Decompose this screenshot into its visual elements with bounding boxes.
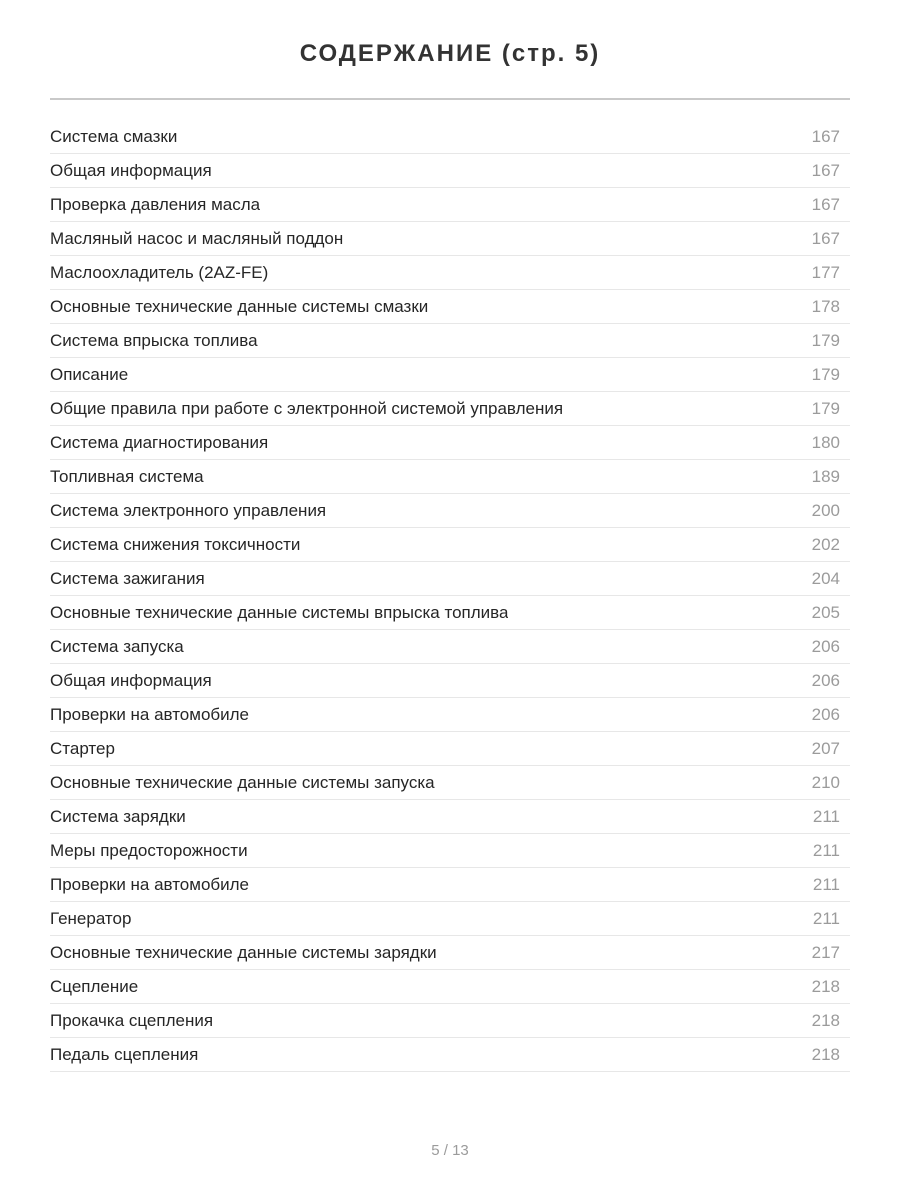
toc-entry-label: Масляный насос и масляный поддон [50,228,344,248]
toc-entry-label: Общая информация [50,160,212,180]
toc-entry[interactable] [50,256,850,290]
toc-entry-page-number: 218 [811,1044,840,1064]
toc-entry-label: Проверка давления масла [50,194,261,214]
toc-entry-page-number: 167 [811,194,840,214]
toc-entry-label: Система диагностирования [50,432,269,452]
toc-entry-label: Проверки на автомобиле [50,704,250,724]
toc-entry[interactable] [50,936,850,970]
toc-entry-label: Система смазки [50,126,178,146]
toc-entry[interactable] [50,630,850,664]
toc-entry[interactable] [50,120,850,154]
toc-entry-page-number: 211 [812,874,840,894]
toc-entry-label: Система снижения токсичности [50,534,301,554]
toc-entry-label: Система зажигания [50,568,205,588]
toc-entry-label: Прокачка сцепления [50,1010,214,1030]
toc-entry[interactable] [50,358,850,392]
toc-entry-label: Общие правила при работе с электронной системой управления [50,398,564,418]
toc-entry-page-number: 167 [811,160,840,180]
toc-entry-label: Генератор [50,908,132,928]
toc-entry[interactable] [50,698,850,732]
toc-entry-label: Система электронного управления [50,500,327,520]
toc-entry-page-number: 189 [811,466,840,486]
toc-entry-label: Описание [50,364,129,384]
toc-entry-label: Педаль сцепления [50,1044,199,1064]
toc-entry[interactable] [50,460,850,494]
toc-entry-label: Система впрыска топлива [50,330,258,350]
toc-entry-page-number: 178 [811,296,840,316]
toc-entry[interactable] [50,1004,850,1038]
toc-entry-label: Основные технические данные системы смазки [50,296,429,316]
toc-entry[interactable] [50,290,850,324]
toc-entry[interactable] [50,868,850,902]
toc-entry-page-number: 177 [811,262,840,282]
toc-entry-page-number: 206 [811,704,840,724]
toc-entry-page-number: 180 [811,432,840,452]
toc-entry-label: Сцепление [50,976,139,996]
toc-entry[interactable] [50,188,850,222]
toc-entry[interactable] [50,970,850,1004]
toc-entry[interactable] [50,732,850,766]
toc-entry-page-number: 205 [811,602,840,622]
toc-entry-label: Стартер [50,738,115,758]
toc-entry-label: Основные технические данные системы запуска [50,772,435,792]
toc-entry-label: Топливная система [50,466,204,486]
toc-entry-page-number: 211 [812,908,840,928]
toc-entry-page-number: 167 [811,228,840,248]
toc-entry[interactable] [50,664,850,698]
toc-entry-page-number: 206 [811,670,840,690]
toc-entry-label: Маслоохладитель (2AZ-FE) [50,262,269,282]
toc-entry-page-number: 179 [811,364,840,384]
toc-entry-page-number: 179 [811,330,840,350]
toc-entry[interactable] [50,562,850,596]
toc-entry[interactable] [50,426,850,460]
toc-entry-label: Общая информация [50,670,212,690]
toc-entry-page-number: 179 [811,398,840,418]
toc-entry-page-number: 202 [811,534,840,554]
toc-entry-label: Меры предосторожности [50,840,248,860]
toc-entry-label: Система запуска [50,636,184,656]
toc-entry[interactable] [50,222,850,256]
toc-entry[interactable] [50,596,850,630]
toc-entry-page-number: 167 [811,126,840,146]
toc-entry[interactable] [50,766,850,800]
toc-entry[interactable] [50,392,850,426]
toc-entry-page-number: 211 [812,806,840,826]
toc-entry[interactable] [50,154,850,188]
toc-entry-label: Система зарядки [50,806,186,826]
toc-entry[interactable] [50,902,850,936]
toc-entry-page-number: 211 [812,840,840,860]
toc-entry[interactable] [50,834,850,868]
toc-entry-page-number: 207 [811,738,840,758]
toc-entry-label: Основные технические данные системы впрыска топлива [50,602,509,622]
toc-entry[interactable] [50,528,850,562]
toc-list [50,120,850,1072]
toc-entry[interactable] [50,324,850,358]
toc-entry-page-number: 218 [811,976,840,996]
toc-entry-page-number: 218 [811,1010,840,1030]
toc-entry-label: Проверки на автомобиле [50,874,250,894]
toc-entry-page-number: 217 [811,942,840,962]
toc-entry[interactable] [50,1038,850,1072]
toc-entry-label: Основные технические данные системы зарядки [50,942,437,962]
page-title: СОДЕРЖАНИЕ (стр. 5) [299,40,601,67]
toc-entry-page-number: 204 [811,568,840,588]
title-divider [50,98,850,100]
toc-entry[interactable] [50,494,850,528]
toc-entry[interactable] [50,800,850,834]
toc-entry-page-number: 206 [811,636,840,656]
toc-entry-page-number: 200 [811,500,840,520]
toc-entry-page-number: 210 [811,772,840,792]
page-indicator: 5 / 13 [431,1142,469,1159]
